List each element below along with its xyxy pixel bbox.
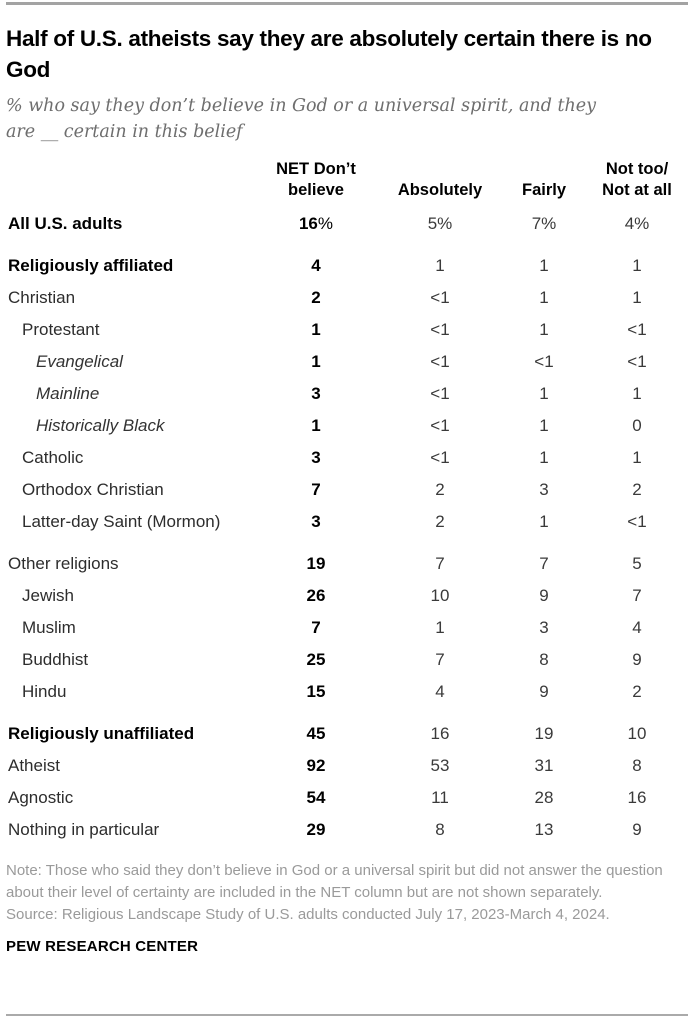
cell-value: 1: [539, 287, 549, 307]
cell-value: 28: [534, 787, 554, 807]
row-label: Hindu: [22, 681, 67, 701]
net-value: 3: [311, 383, 321, 403]
cell-value: 2: [632, 479, 642, 499]
cell-value: 9: [632, 649, 642, 669]
cell-value: <1: [430, 319, 450, 339]
row-label: Latter-day Saint (Mormon): [22, 511, 221, 531]
cell-value: 9: [632, 819, 642, 839]
cell-value: 3: [539, 617, 549, 637]
table-row: [6, 208, 688, 240]
column-header-1: Absolutely: [397, 180, 483, 199]
cell-value: 9: [539, 681, 549, 701]
brand-footer: PEW RESEARCH CENTER: [6, 938, 199, 956]
cell-value: 16: [430, 723, 450, 743]
table-row: [6, 750, 688, 782]
cell-value: 3: [539, 479, 549, 499]
cell-value: 4%: [624, 213, 650, 233]
cell-value: 11: [431, 787, 449, 807]
footnotes: [6, 860, 688, 926]
cell-value: <1: [430, 383, 450, 403]
net-value: 1: [311, 319, 321, 339]
column-header-0: NET Don’t believe: [276, 160, 356, 199]
cell-value: 7: [435, 649, 445, 669]
row-label: Other religions: [8, 553, 119, 573]
cell-value: <1: [534, 351, 554, 371]
table-row: [6, 644, 688, 676]
table-row: [6, 410, 688, 442]
cell-value: 2: [632, 681, 642, 701]
row-label: Mainline: [36, 383, 100, 403]
cell-value: 1: [435, 255, 445, 275]
row-label: Catholic: [22, 447, 84, 467]
net-value: 7: [311, 617, 321, 637]
row-label: Jewish: [22, 585, 74, 605]
row-label: Agnostic: [8, 787, 74, 807]
row-label: Muslim: [22, 617, 76, 637]
row-label: Buddhist: [22, 649, 89, 669]
table-row: [6, 782, 688, 814]
cell-value: 2: [435, 511, 445, 531]
cell-value: <1: [627, 319, 647, 339]
column-header-3: Not too/ Not at all: [602, 160, 672, 199]
table-row: [6, 346, 688, 378]
net-value: 1: [311, 351, 321, 371]
net-value: 3: [311, 511, 321, 531]
net-value: 29: [306, 819, 326, 839]
subtitle: % who say they don’t believe in God or a universal spirit, and they are __ certain in this belief: [6, 96, 597, 142]
table-row: [6, 378, 688, 410]
net-value: 26: [306, 585, 326, 605]
cell-value: 19: [534, 723, 554, 743]
cell-value: 1: [632, 255, 642, 275]
row-label: All U.S. adults: [8, 213, 123, 233]
cell-value: 7%: [531, 213, 557, 233]
row-label: Religiously affiliated: [8, 255, 174, 275]
table-row: [6, 708, 688, 750]
cell-value: 8: [435, 819, 445, 839]
net-value: 25: [306, 649, 326, 669]
cell-value: 1: [539, 255, 549, 275]
cell-value: 1: [632, 287, 642, 307]
cell-value: 5%: [427, 213, 453, 233]
cell-value: <1: [430, 351, 450, 371]
cell-value: 7: [632, 585, 642, 605]
cell-value: 1: [435, 617, 445, 637]
cell-value: 1: [539, 415, 549, 435]
row-label-header: [6, 159, 254, 208]
cell-value: 7: [539, 553, 549, 573]
table-header: [6, 159, 688, 208]
cell-value: 7: [435, 553, 445, 573]
cell-value: 1: [539, 319, 549, 339]
net-value: 1: [311, 415, 321, 435]
cell-value: 16: [627, 787, 647, 807]
net-value: 54: [306, 787, 326, 807]
row-label: Protestant: [22, 319, 100, 339]
net-value: 2: [311, 287, 321, 307]
cell-value: <1: [430, 287, 450, 307]
cell-value: <1: [627, 351, 647, 371]
row-label: Historically Black: [36, 415, 165, 435]
cell-value: 2: [435, 479, 445, 499]
source-text: Source: Religious Landscape Study of U.S. adults conducted July 17, 2023-March 4, 2024.: [6, 905, 610, 923]
cell-value: 1: [632, 383, 642, 403]
row-label: Christian: [8, 287, 76, 307]
net-value: 16%: [298, 213, 334, 233]
cell-value: <1: [430, 447, 450, 467]
table-row: [6, 474, 688, 506]
net-value: 19: [306, 553, 326, 573]
table-row: [6, 538, 688, 580]
cell-value: 10: [627, 723, 647, 743]
row-label: Orthodox Christian: [22, 479, 164, 499]
row-label: Nothing in particular: [8, 819, 160, 839]
cell-value: 5: [632, 553, 642, 573]
cell-value: 4: [435, 681, 445, 701]
cell-value: 1: [539, 447, 549, 467]
table-row: [6, 506, 688, 538]
cell-value: 13: [534, 819, 554, 839]
table-row: [6, 580, 688, 612]
note-text: Note: Those who said they don’t believe in God or a universal spirit but did not answer the question about their level of certainty are included in the NET column but are not shown separately.: [6, 861, 663, 901]
net-value: 92: [306, 755, 326, 775]
column-header-2: Fairly: [521, 180, 567, 199]
cell-value: 1: [539, 511, 549, 531]
cell-value: 0: [632, 415, 642, 435]
table-row: [6, 282, 688, 314]
bottom-rule: [6, 1014, 688, 1016]
top-rule: [6, 2, 688, 5]
row-label: Evangelical: [36, 351, 123, 371]
cell-value: 8: [539, 649, 549, 669]
row-label: Atheist: [8, 755, 60, 775]
data-table: [6, 159, 688, 846]
cell-value: 4: [632, 617, 642, 637]
page-title: Half of U.S. atheists say they are absolutely certain there is no God: [6, 26, 652, 83]
table-row: [6, 612, 688, 644]
table-row: [6, 676, 688, 708]
cell-value: <1: [430, 415, 450, 435]
row-label: Religiously unaffiliated: [8, 723, 195, 743]
table-row: [6, 442, 688, 474]
net-value: 7: [311, 479, 321, 499]
cell-value: 1: [632, 447, 642, 467]
net-value: 4: [311, 255, 321, 275]
cell-value: <1: [627, 511, 647, 531]
table-row: [6, 814, 688, 846]
cell-value: 9: [539, 585, 549, 605]
cell-value: 8: [632, 755, 642, 775]
cell-value: 10: [430, 585, 450, 605]
cell-value: 53: [430, 755, 450, 775]
cell-value: 1: [539, 383, 549, 403]
net-value: 15: [306, 681, 326, 701]
net-value: 3: [311, 447, 321, 467]
net-value: 45: [306, 723, 326, 743]
table-row: [6, 240, 688, 282]
table-row: [6, 314, 688, 346]
cell-value: 31: [534, 755, 554, 775]
